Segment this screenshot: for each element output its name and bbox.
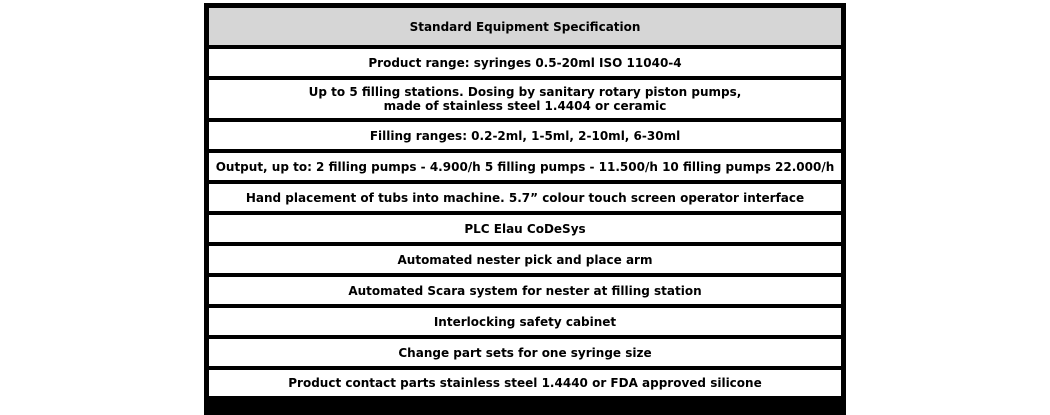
spec-row-filling-ranges: Filling ranges: 0.2-2ml, 1-5ml, 2-10ml, 6-30ml: [209, 122, 841, 149]
spec-row-change-parts: Change part sets for one syringe size: [209, 339, 841, 366]
spec-row-output: Output, up to: 2 filling pumps - 4.900/h 5 filling pumps - 11.500/h 10 filling pumps 22.000/h: [209, 153, 841, 180]
spec-row-plc: PLC Elau CoDeSys: [209, 215, 841, 242]
spec-row-product-range: Product range: syringes 0.5-20ml ISO 11040-4: [209, 49, 841, 76]
spec-row-nester-arm: Automated nester pick and place arm: [209, 246, 841, 273]
specification-table: [204, 3, 846, 415]
table-header: Standard Equipment Specification: [209, 8, 841, 45]
spec-row-scara-system: Automated Scara system for nester at filling station: [209, 277, 841, 304]
spec-row-contact-parts: Product contact parts stainless steel 1.4440 or FDA approved silicone: [209, 370, 841, 396]
spec-row-hand-placement: Hand placement of tubs into machine. 5.7” colour touch screen operator interface: [209, 184, 841, 211]
spec-row-safety-cabinet: Interlocking safety cabinet: [209, 308, 841, 335]
spec-row-filling-stations: Up to 5 filling stations. Dosing by sanitary rotary piston pumps, made of stainless steel 1.4404 or ceramic: [209, 80, 841, 118]
